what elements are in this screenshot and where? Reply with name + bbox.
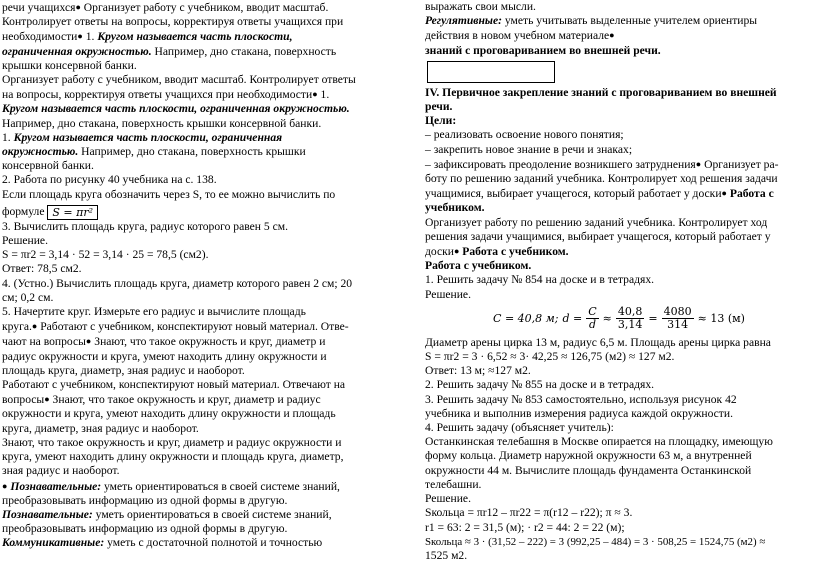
definition-text: Кругом называется часть плоскости,	[97, 30, 293, 44]
text-line: 2. Решить задачу № 855 на доске и в тетрадях.	[425, 378, 655, 392]
denominator: d	[588, 318, 596, 332]
definition-line: Кругом называется часть плоскости, ограниченная окружностью.	[2, 102, 350, 116]
text-line: учебником.	[425, 201, 485, 215]
text-line	[425, 244, 813, 259]
text-line	[425, 28, 813, 43]
text: Знают, что такое окружность и круг, диаметр и радиус	[49, 393, 321, 407]
left-column	[2, 0, 406, 551]
text: Организует работу с учебником, вводит масштаб.	[80, 1, 329, 14]
goal-item: – закрепить новое знание в речи и знаках;	[425, 142, 633, 156]
section-label: Коммуникативные:	[2, 536, 105, 550]
text-line: Ответ: 78,5 см2.	[2, 262, 82, 276]
text-line: решения задачи учащимися, выбирает учащегося, который работает у	[425, 229, 771, 243]
text-line: см; 0,2 см.	[2, 290, 54, 304]
fraction	[586, 306, 598, 331]
text-line: 2. Работа по рисунку 40 учебника на с. 138.	[2, 173, 217, 187]
bullet-icon: ●	[453, 246, 460, 257]
text: Работают с учебником, конспектируют новый материал. Отве-	[37, 320, 349, 334]
formula-part: =	[648, 311, 658, 325]
goal-item: – реализовать освоение нового понятия;	[425, 128, 624, 142]
formula-part: C = 40,8 м;	[493, 311, 559, 325]
section-label: Познавательные:	[10, 479, 102, 493]
text-line	[2, 145, 406, 159]
bullet-icon: ●	[31, 321, 38, 332]
denominator: 314	[667, 318, 689, 332]
fraction	[662, 306, 694, 331]
text-line: Работа с учебником.	[425, 259, 532, 273]
numerator: 40,8	[617, 305, 643, 319]
bullet-icon: ●	[75, 2, 81, 12]
definition-text: Кругом называется часть плоскости, ограниченная	[13, 130, 283, 144]
text-line: Останкинская телебашня в Москве опирается на площадку, имеющую	[425, 435, 773, 449]
text: необходимости	[2, 30, 78, 44]
text: Работа с	[726, 187, 774, 201]
text-line: 4. (Устно.) Вычислить площадь круга, диаметр которого равен 2 см; 20	[2, 276, 353, 290]
text-line	[2, 536, 406, 550]
text-line	[2, 334, 406, 349]
bullet-icon: ●	[695, 158, 702, 169]
text: Организует ра-	[701, 157, 779, 171]
text-line: крышки консервной банки.	[2, 58, 137, 72]
text: уметь с достаточной полнотой и точностью	[104, 536, 323, 550]
text-line	[2, 0, 406, 15]
text-line: знаний с проговариванием во внешней речи.	[425, 43, 661, 57]
text: 1.	[2, 130, 14, 144]
text-line: 3. Вычислить площадь круга, радиус которого равен 5 см.	[2, 219, 288, 233]
text-line: преобразовывать информацию из одной формы в другую.	[2, 522, 288, 536]
bullet-icon: ●	[44, 394, 50, 405]
empty-frame	[427, 61, 555, 83]
bullet-icon: ●	[85, 336, 92, 347]
right-column	[425, 0, 813, 563]
text-line: окружности и круга, умеют находить длину окружности и площадь	[2, 407, 336, 421]
text-line	[2, 479, 406, 494]
text-line: боту по решению заданий учебника. Контролирует ход решения задачи	[425, 172, 778, 186]
text-line: S = πr2 = 3,14 · 52 = 3,14 · 25 = 78,5 (см2).	[2, 248, 209, 262]
text: Знают, что такое окружность и круг, диаметр и	[91, 335, 326, 349]
text: формуле	[2, 204, 48, 218]
text-line	[2, 392, 406, 407]
text-line: консервной банки.	[2, 159, 94, 173]
text: действия в новом учебном материале	[425, 29, 610, 43]
text-line: r1 = 63: 2 = 31,5 (м); · r2 = 44: 2 = 22 (м);	[425, 520, 625, 534]
text-line	[2, 29, 406, 44]
text-line	[425, 186, 813, 201]
text: Например, дно стакана, поверхность	[151, 44, 337, 58]
section-label: Регулятивные:	[425, 14, 502, 28]
diameter-formula	[425, 302, 813, 336]
text-line: выражать свои мысли.	[425, 0, 536, 13]
text-line: круга, умеют находить длину окружности и площадь круга, диаметр,	[2, 450, 344, 464]
text: учащимися, выбирает учащегося, который работает у доски	[425, 187, 722, 201]
definition-text: ограниченная окружностью.	[2, 44, 152, 58]
text-line	[2, 45, 406, 59]
goal-item	[425, 157, 813, 172]
numerator: C	[588, 305, 597, 319]
text-line: 4. Решить задачу (объясняет учитель):	[425, 421, 614, 435]
text-line: радиус окружности и круга, умеют находить длину окружности и	[2, 349, 327, 363]
text-line: Организует работу по решению заданий учебника. Контролирует ход	[425, 215, 768, 229]
goals-heading: Цели:	[425, 114, 457, 128]
text-line: Решение.	[425, 492, 471, 506]
text: 1.	[317, 88, 330, 102]
text-line: Решение.	[425, 287, 471, 301]
bullet-icon: ●	[2, 480, 8, 491]
text-line: Sкольца = πr12 – πr22 = π(r12 – r22); π ≈ 3.	[425, 506, 633, 520]
text-line: Например, дно стакана, поверхность крышки консервной банки.	[2, 116, 322, 130]
text-line: зная радиус и наоборот.	[2, 464, 120, 478]
text-line	[2, 131, 406, 145]
text-line	[425, 14, 813, 28]
formula-part: ≈	[602, 311, 612, 325]
text: – зафиксировать преодоление возникшего затруднения	[425, 157, 696, 171]
section-heading: IV. Первичное закрепление знаний с проговариванием во внешней	[425, 85, 777, 99]
bullet-icon: ●	[721, 188, 727, 199]
text-line: учебника и выполнив измерения радиуса каждой окружности.	[425, 406, 733, 420]
text-line: 1. Решить задачу № 854 на доске и в тетрадях.	[425, 273, 655, 287]
text-line: S = πr2 = 3 · 6,52 ≈ 3· 42,25 ≈ 126,75 (м2) ≈ 127 м2.	[425, 350, 675, 364]
text: Например, дно стакана, поверхность крышки	[78, 145, 306, 159]
text-line	[2, 508, 406, 522]
text-line: Контролирует ответы на вопросы, корректируя ответы учащихся при	[2, 15, 344, 29]
text: доски	[425, 245, 454, 259]
numerator: 4080	[663, 305, 692, 319]
text-line: площадь круга, диаметр, зная радиус и наоборот.	[2, 363, 245, 377]
text: уметь учитывать выделенные учителем ориентиры	[501, 14, 758, 28]
text-line: 3. Решить задачу № 853 самостоятельно, используя рисунок 42	[425, 392, 737, 406]
text: чают на вопросы	[2, 335, 86, 349]
text-line: преобразовывать информацию из одной формы в другую.	[2, 493, 288, 507]
definition-text: окружностью.	[2, 145, 79, 159]
text-line	[2, 87, 406, 102]
text: уметь ориентироваться в своей системе знаний,	[101, 479, 340, 493]
text-line: окружности 44 м. Вычислите площадь фундамента Останкинской	[425, 463, 752, 477]
text-line: круга, диаметр, зная радиус и наоборот.	[2, 421, 199, 435]
text-line: Знают, что такое окружность и круг, диаметр и радиус окружности и	[2, 435, 342, 449]
text: 1.	[82, 30, 98, 44]
text-line: телебашни.	[425, 477, 482, 491]
section-heading: речи.	[425, 100, 453, 114]
bullet-icon: ●	[609, 30, 615, 41]
text-line: Решение.	[2, 234, 48, 248]
text: уметь ориентироваться в своей системе знаний,	[92, 507, 332, 521]
text-line: форму кольца. Диаметр наружной окружности 63 м, а внутренней	[425, 449, 752, 463]
text: круга.	[2, 320, 32, 334]
text-line: 1525 м2.	[425, 548, 468, 562]
bullet-icon: ●	[77, 31, 83, 42]
formula-part: d =	[562, 311, 583, 325]
text-line	[2, 205, 406, 220]
denominator: 3,14	[617, 318, 643, 332]
fraction	[616, 306, 645, 331]
text-line: Диаметр арены цирка 13 м, радиус 6,5 м. Площадь арены цирка равна	[425, 335, 771, 349]
text-line: Ответ: 13 м; ≈127 м2.	[425, 364, 531, 378]
text-line: Работают с учебником, конспектируют новый материал. Отвечают на	[2, 378, 346, 392]
bullet-icon: ●	[312, 89, 318, 100]
text-line: 5. Начертите круг. Измерьте его радиус и вычислите площадь	[2, 305, 306, 319]
area-formula: S = πr²	[47, 205, 98, 220]
formula-part: ≈ 13 (м)	[697, 311, 745, 325]
text: речи учащихся	[2, 1, 76, 14]
text-line: Если площадь круга обозначить через S, то ее можно вычислить по	[2, 187, 336, 201]
text: вопросы	[2, 393, 45, 407]
section-label: Познавательные:	[2, 507, 93, 521]
text: на вопросы, корректируя ответы учащихся при необходимости	[2, 88, 313, 102]
text: Работа с учебником.	[459, 245, 569, 259]
text-line: Организует работу с учебником, вводит масштаб. Контролирует ответы	[2, 73, 356, 87]
text-line	[2, 319, 406, 334]
text-line: Sкольца ≈ 3 · (31,52 – 222) = 3 (992,25 – 484) = 3 · 508,25 = 1524,75 (м2) ≈	[425, 535, 766, 548]
